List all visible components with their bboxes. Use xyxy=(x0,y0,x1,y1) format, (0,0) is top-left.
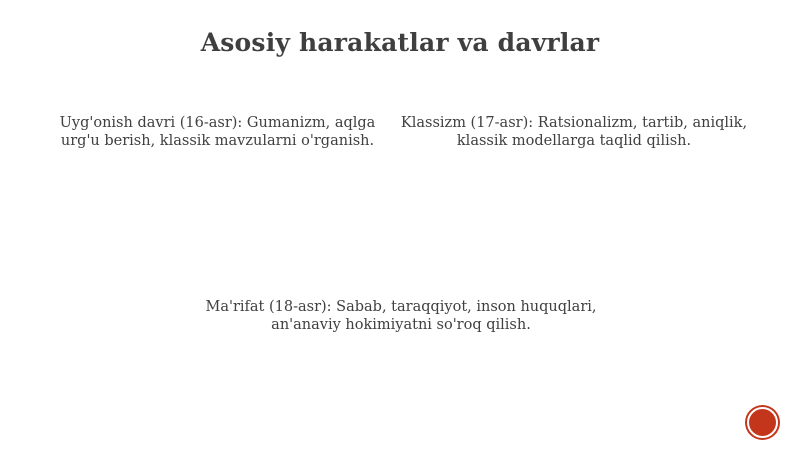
point-enlightenment: Ma'rifat (18-asr): Sabab, taraqqiyot, inson huquqlari, an'anaviy hokimiyatni so'roq qilish. xyxy=(205,299,597,333)
scroll-top-button[interactable] xyxy=(747,407,778,438)
chevron-up-icon xyxy=(749,409,776,436)
slide-title: Asosiy harakatlar va davrlar xyxy=(200,28,600,57)
point-classicism: Klassizm (17-asr): Ratsionalizm, tartib, aniqlik, klassik modellarga taqlid qilish. xyxy=(400,115,748,149)
point-renaissance: Uyg'onish davri (16-asr): Gumanizm, aqlga urg'u berish, klassik mavzularni o'rganish. xyxy=(59,115,376,149)
